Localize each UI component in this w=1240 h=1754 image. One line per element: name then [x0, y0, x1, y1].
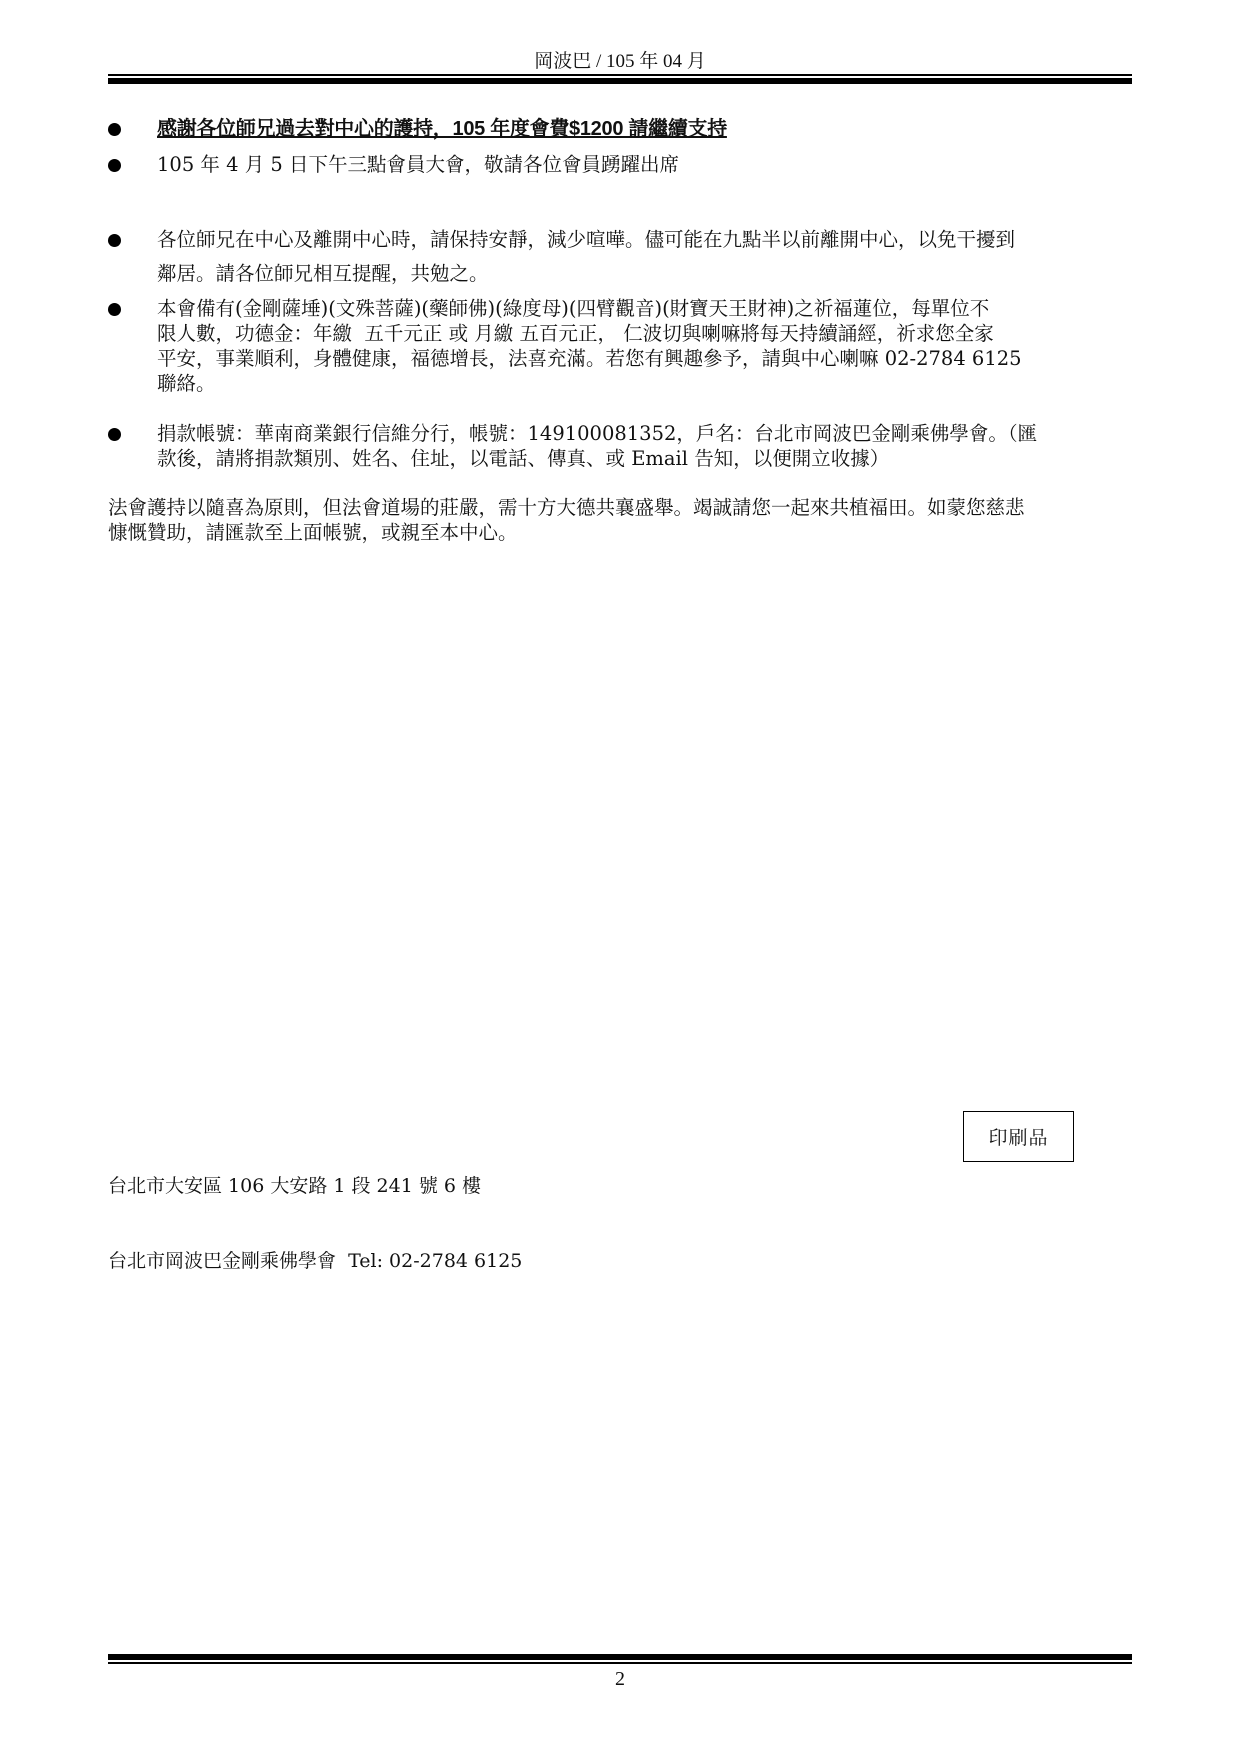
- header-rule-thick: [108, 78, 1132, 84]
- page-header-title: 岡波巴 / 105 年 04 月: [534, 51, 706, 72]
- bullet-text-line: 捐款帳號：華南商業銀行信維分行，帳號：149100081352，戶名：台北市岡波巴金剛乘佛學會。（匯: [157, 422, 1038, 445]
- bullet-text-line: 105 年 4 月 5 日下午三點會員大會，敬請各位會員踴躍出席: [157, 153, 680, 176]
- bullet-dot-icon: [108, 428, 121, 441]
- bullet-text-line: 各位師兄在中心及離開中心時，請保持安靜，減少喧嘩。儘可能在九點半以前離開中心，以免干擾到: [157, 228, 1016, 251]
- footer-address: [108, 1124, 522, 1299]
- footer-rule-thick: [108, 1654, 1132, 1660]
- bullet-text-line: 聯絡。: [157, 372, 216, 395]
- bullet-text-line: 款後，請將捐款類別、姓名、住址，以電話、傳真、或 Email 告知，以便開立收據）: [157, 447, 890, 470]
- printed-matter-label: 印刷品: [988, 1127, 1049, 1149]
- footer-rule-thin: [108, 1662, 1132, 1664]
- closing-paragraph-line: 慷慨贊助，請匯款至上面帳號，或親至本中心。: [108, 521, 518, 544]
- header-rule-thin: [108, 74, 1132, 76]
- closing-paragraph-line: 法會護持以隨喜為原則，但法會道場的莊嚴，需十方大德共襄盛舉。竭誠請您一起來共植福田。如蒙您慈悲: [108, 496, 1025, 519]
- printed-matter-stamp: [963, 1111, 1074, 1162]
- bullet-text-line: 平安，事業順利，身體健康，福德增長，法喜充滿。若您有興趣參予，請與中心喇嘛 02-2784 6125: [157, 347, 1022, 370]
- bullet-dot-icon: [108, 234, 121, 247]
- bullet-dot-icon: [108, 303, 121, 316]
- page-number: 2: [615, 1668, 625, 1690]
- address-line: 台北市大安區 106 大安路 1 段 241 號 6 樓: [108, 1175, 482, 1197]
- contact-line: 台北市岡波巴金剛乘佛學會 Tel: 02-2784 6125: [108, 1250, 523, 1272]
- bullet-text-line: 本會備有(金剛薩埵)(文殊菩薩)(藥師佛)(綠度母)(四臂觀音)(財寶天王財神)之祈福蓮位，每單位不: [157, 297, 990, 320]
- bullet-dot-icon: [108, 159, 121, 172]
- bullet-text-line: 限人數，功德金：年繳 五千元正 或 月繳 五百元正， 仁波切與喇嘛將每天持續誦經，祈求您全家: [157, 322, 994, 345]
- bullet-text-line: 感謝各位師兄過去對中心的護持，105 年度會費$1200 請繼續支持: [157, 118, 727, 140]
- bullet-text-line: 鄰居。請各位師兄相互提醒，共勉之。: [157, 262, 489, 285]
- bullet-dot-icon: [108, 123, 121, 136]
